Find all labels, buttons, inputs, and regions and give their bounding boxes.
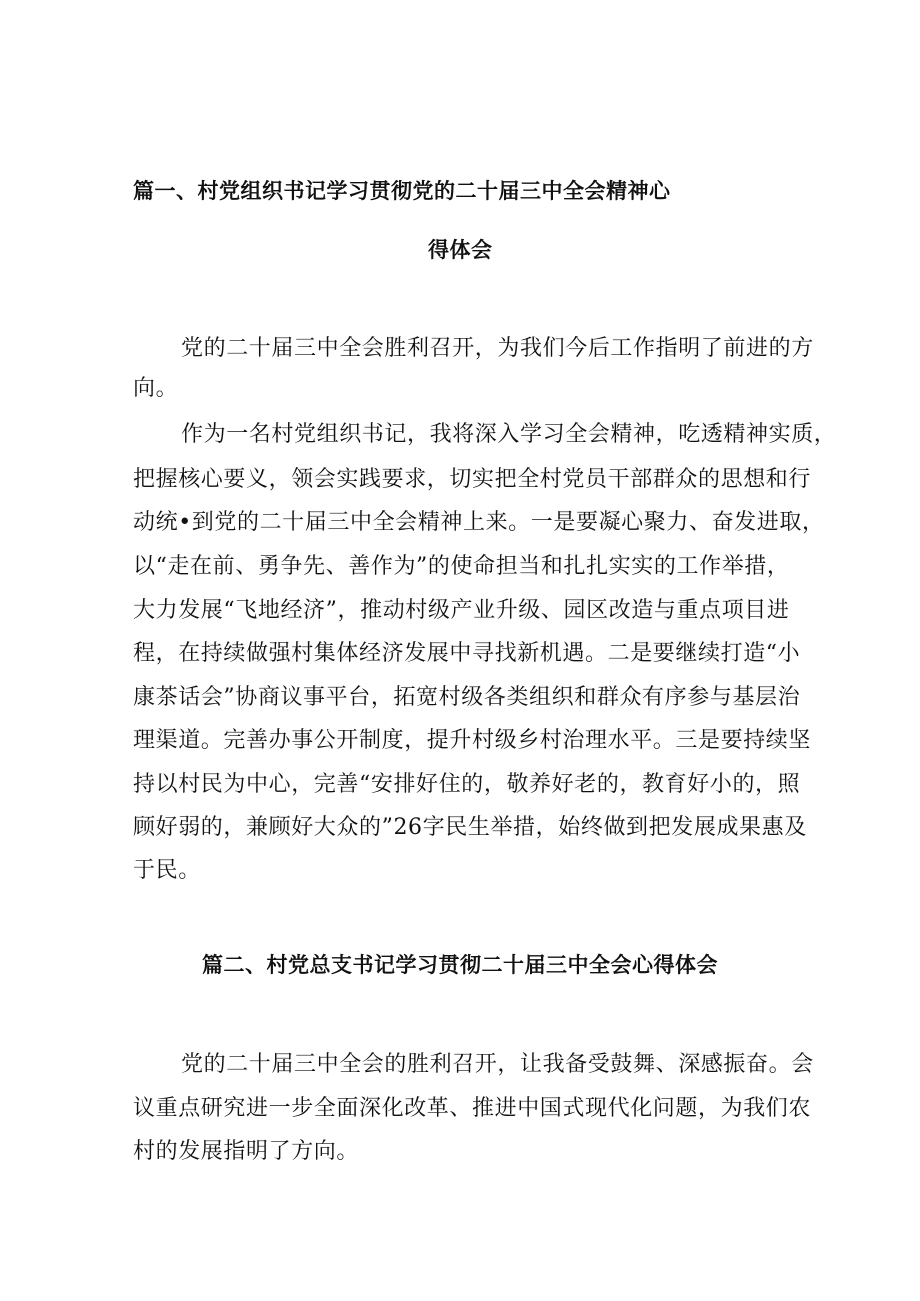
section1-para2-line: 持以村民为中心，完善“安排好住的，敬养好老的，教育好小的，照 [133, 772, 801, 797]
section2-para1-line: 村的发展指明了方向。 [133, 1139, 360, 1164]
section1-para2-line: 动统•到党的二十届三中全会精神上来。一是要凝心聚力、奋发进取， [133, 510, 825, 535]
section1-title-line1: 篇一、村党组织书记学习贯彻党的二十届三中全会精神心 [133, 179, 671, 203]
section2-title: 篇二、村党总支书记学习贯彻二十届三中全会心得体会 [202, 953, 718, 977]
section1-para1-line: 向。 [133, 376, 179, 401]
section1-para2-line: 以“走在前、勇争先、善作为”的使命担当和扎扎实实的工作举措， [133, 554, 790, 579]
section1-para2-line: 于民。 [133, 858, 201, 883]
section2-para1-line: 党的二十届三中全会的胜利召开，让我备受鼓舞、深感振奋。会 [181, 1052, 814, 1077]
section1-para2-line: 程，在持续做强村集体经济发展中寻找新机遇。二是要继续打造“小 [133, 641, 801, 666]
section1-title-line2: 得体会 [428, 238, 493, 262]
section1-para1-line: 党的二十届三中全会胜利召开，为我们今后工作指明了前进的方 [181, 336, 814, 361]
section1-para2-line: 康茶话会”协商议事平台，拓宽村级各类组织和群众有序参与基层治 [133, 685, 801, 710]
section1-para2-line: 顾好弱的，兼顾好大众的”26字民生举措，始终做到把发展成果惠及 [133, 815, 807, 840]
section1-para2-line: 作为一名村党组织书记，我将深入学习全会精神，吃透精神实质， [181, 422, 837, 447]
section2-para1-line: 议重点研究进一步全面深化改革、推进中国式现代化问题，为我们农 [133, 1096, 812, 1121]
section1-para2-line: 把握核心要义，领会实践要求，切实把全村党员干部群众的思想和行 [133, 467, 812, 492]
section1-para2-line: 理渠道。完善办事公开制度，提升村级乡村治理水平。三是要持续坚 [133, 728, 812, 753]
section1-para2-line: 大力发展“飞地经济”，推动村级产业升级、园区改造与重点项目进 [133, 598, 790, 623]
